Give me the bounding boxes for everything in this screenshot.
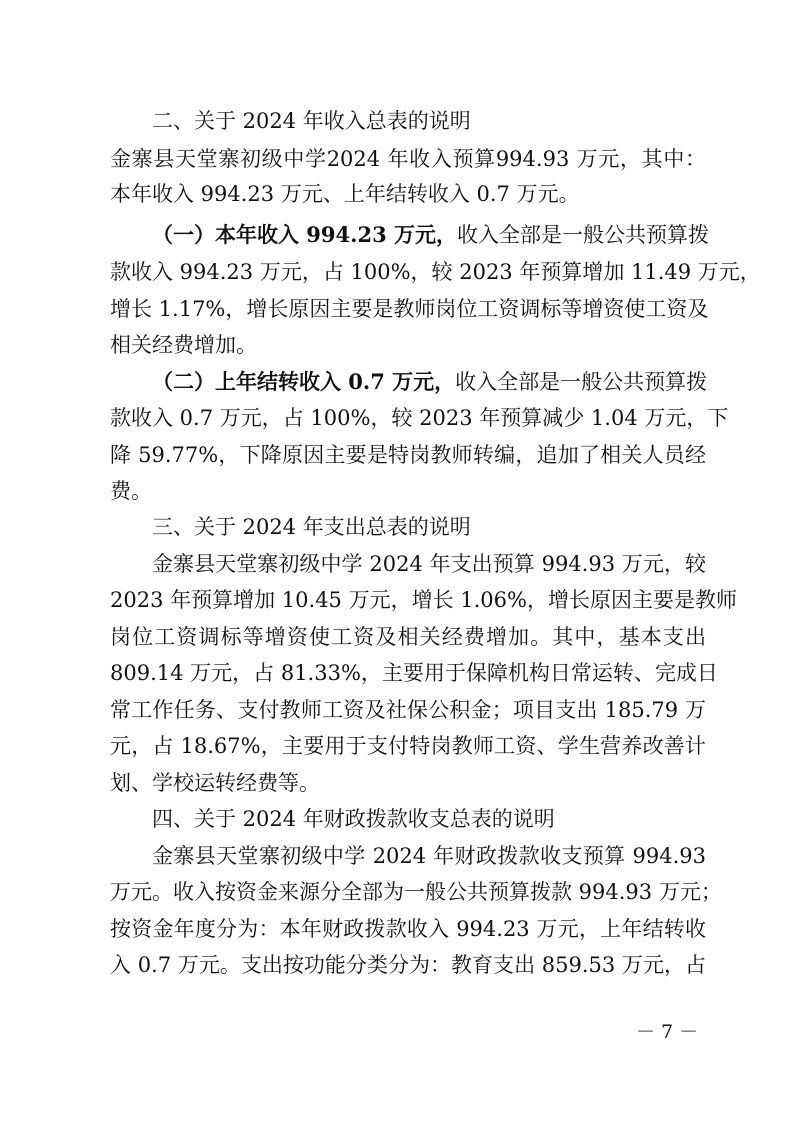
paragraph-line: 元，占 18.67%，主要用于支付特岗教师工资、学生营养改善计 bbox=[110, 734, 706, 758]
paragraph-line: 2023 年预算增加 10.45 万元，增长 1.06%，增长原因主要是教师 bbox=[110, 588, 737, 612]
paragraph-line: 入 0.7 万元。支出按功能分类分为：教育支出 859.53 万元，占 bbox=[110, 953, 706, 977]
paragraph-line: 费。 bbox=[110, 479, 152, 503]
subsection-title: （二）上年结转收入 0.7 万元， bbox=[152, 369, 456, 394]
section-heading-expenditure-summary: 三、关于 2024 年支出总表的说明 bbox=[152, 515, 471, 539]
paragraph-line: 809.14 万元，占 81.33%，主要用于保障机构日常运转、完成日 bbox=[110, 661, 718, 685]
paragraph-line: 万元。收入按资金来源分全部为一般公共预算拨款 994.93 万元； bbox=[110, 880, 722, 904]
paragraph-line: 岗位工资调标等增资使工资及相关经费增加。其中，基本支出 bbox=[110, 625, 706, 649]
paragraph-line: 降 59.77%，下降原因主要是特岗教师转编，追加了相关人员经 bbox=[110, 443, 706, 467]
paragraph-line: 本年收入 994.23 万元、上年结转收入 0.7 万元。 bbox=[110, 182, 580, 206]
paragraph-line: 金寨县天堂寨初级中学2024 年收入预算994.93 万元，其中： bbox=[110, 147, 706, 171]
subsection-carryover-income bbox=[152, 369, 706, 395]
paragraph-line: 相关经费增加。 bbox=[110, 333, 257, 357]
paragraph-line: 金寨县天堂寨初级中学 2024 年财政拨款收支预算 994.93 bbox=[152, 844, 706, 868]
paragraph-line: 金寨县天堂寨初级中学 2024 年支出预算 994.93 万元，较 bbox=[152, 552, 706, 576]
paragraph-line: 常工作任务、支付教师工资及社保公积金；项目支出 185.79 万 bbox=[110, 698, 706, 722]
subsection-title: （一）本年收入 994.23 万元， bbox=[152, 222, 457, 247]
paragraph-line: 按资金年度分为：本年财政拨款收入 994.23 万元，上年结转收 bbox=[110, 917, 706, 941]
section-heading-income-summary: 二、关于 2024 年收入总表的说明 bbox=[152, 109, 471, 133]
paragraph-line: 款收入 994.23 万元，占 100%，较 2023 年预算增加 11.49 万元， bbox=[110, 260, 761, 284]
subsection-current-year-income bbox=[152, 222, 709, 248]
subsection-text: 收入全部是一般公共预算拨 bbox=[457, 223, 709, 247]
subsection-text: 收入全部是一般公共预算拨 bbox=[455, 370, 708, 394]
page-number: － 7 － bbox=[636, 1021, 699, 1043]
paragraph-line: 划、学校运转经费等。 bbox=[110, 771, 320, 795]
paragraph-line: 增长 1.17%，增长原因主要是教师岗位工资调标等增资使工资及 bbox=[110, 297, 709, 321]
paragraph-line: 款收入 0.7 万元，占 100%，较 2023 年预算减少 1.04 万元，下 bbox=[110, 406, 729, 430]
section-heading-fiscal-appropriation-summary: 四、关于 2024 年财政拨款收支总表的说明 bbox=[152, 807, 555, 831]
